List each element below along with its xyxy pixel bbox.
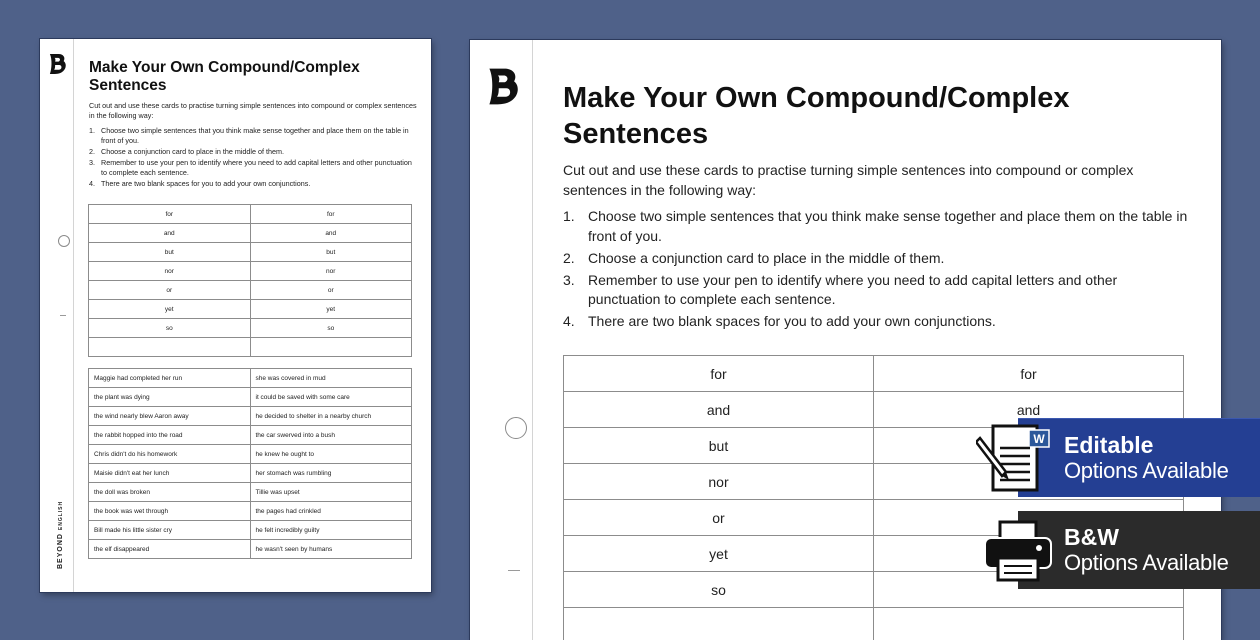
badge-subtitle: Options Available (1064, 550, 1229, 576)
worksheet-preview-small (40, 39, 431, 592)
table-row: the wind nearly blew Aaron away he decided to shelter in a nearby church (89, 407, 412, 426)
instruction-step: 2. Choose a conjunction card to place in the middle of them. (89, 147, 417, 157)
instructions-intro: Cut out and use these cards to practise turning simple sentences into compound or complex sentences in the following way: (89, 101, 419, 121)
table-row: but (564, 428, 1184, 464)
printer-icon (982, 520, 1054, 582)
svg-text:W: W (1033, 432, 1045, 446)
bw-options-badge[interactable] (1018, 511, 1260, 589)
badge-title: Editable (1064, 432, 1153, 458)
sentence-cards-table (88, 368, 412, 559)
badge-title: B&W (1064, 524, 1119, 550)
word-document-icon (976, 422, 1058, 494)
instruction-step: 4. There are two blank spaces for you to add your own conjunctions. (563, 312, 1193, 332)
beyond-logo-icon (486, 65, 520, 108)
instructions-list (89, 126, 417, 190)
table-row: Maisie didn't eat her lunch her stomach was rumbling (89, 464, 412, 483)
table-row: for for (89, 205, 412, 224)
table-row: yet yet (89, 300, 412, 319)
table-row: the elf disappeared he wasn't seen by humans (89, 540, 412, 559)
table-row: so so (89, 319, 412, 338)
badge-subtitle: Options Available (1064, 458, 1229, 484)
margin-line (73, 39, 74, 592)
brand-footer: BEYOND ENGLISH (57, 501, 64, 569)
fold-mark (508, 570, 520, 571)
conjunction-cards-table (563, 355, 1184, 640)
instruction-step: 3. Remember to use your pen to identify where you need to add capital letters and other punctuation to complete each sentence. (563, 271, 1193, 310)
punch-hole (505, 417, 527, 439)
table-row: yet (564, 536, 1184, 572)
table-row: Maggie had completed her run she was covered in mud (89, 369, 412, 388)
table-row: the rabbit hopped into the road the car swerved into a bush (89, 426, 412, 445)
table-row: and and (564, 392, 1184, 428)
instructions-list (563, 207, 1193, 334)
table-row: for for (564, 356, 1184, 392)
table-row: the plant was dying it could be saved with some care (89, 388, 412, 407)
fold-mark (60, 315, 66, 316)
instructions-intro: Cut out and use these cards to practise turning simple sentences into compound or complex sentences in the following way: (563, 160, 1193, 200)
table-row: but but (89, 243, 412, 262)
page-title: Make Your Own Compound/Complex Sentences (89, 59, 419, 95)
page-title: Make Your Own Compound/Complex Sentences (563, 80, 1203, 152)
instruction-step: 1. Choose two simple sentences that you think make sense together and place them on the table in front of you. (563, 207, 1193, 246)
instruction-step: 2. Choose a conjunction card to place in the middle of them. (563, 249, 1193, 269)
beyond-logo-icon (48, 52, 67, 76)
table-row: or or (89, 281, 412, 300)
table-row: Chris didn't do his homework he knew he ought to (89, 445, 412, 464)
table-row: Bill made his little sister cry he felt incredibly guilty (89, 521, 412, 540)
instruction-step: 3. Remember to use your pen to identify where you need to add capital letters and other punctuation to complete each sentence. (89, 158, 417, 178)
punch-hole (58, 235, 70, 247)
instruction-step: 1. Choose two simple sentences that you think make sense together and place them on the table in front of you. (89, 126, 417, 146)
table-row: the doll was broken Tillie was upset (89, 483, 412, 502)
table-row: and and (89, 224, 412, 243)
table-row: the book was wet through the pages had crinkled (89, 502, 412, 521)
table-row (89, 338, 412, 357)
table-row: nor (564, 464, 1184, 500)
instruction-step: 4. There are two blank spaces for you to add your own conjunctions. (89, 179, 417, 189)
table-row: or (564, 500, 1184, 536)
table-row: so (564, 572, 1184, 608)
table-row (564, 608, 1184, 640)
margin-line (532, 40, 533, 640)
conjunction-cards-table (88, 204, 412, 357)
table-row: nor nor (89, 262, 412, 281)
